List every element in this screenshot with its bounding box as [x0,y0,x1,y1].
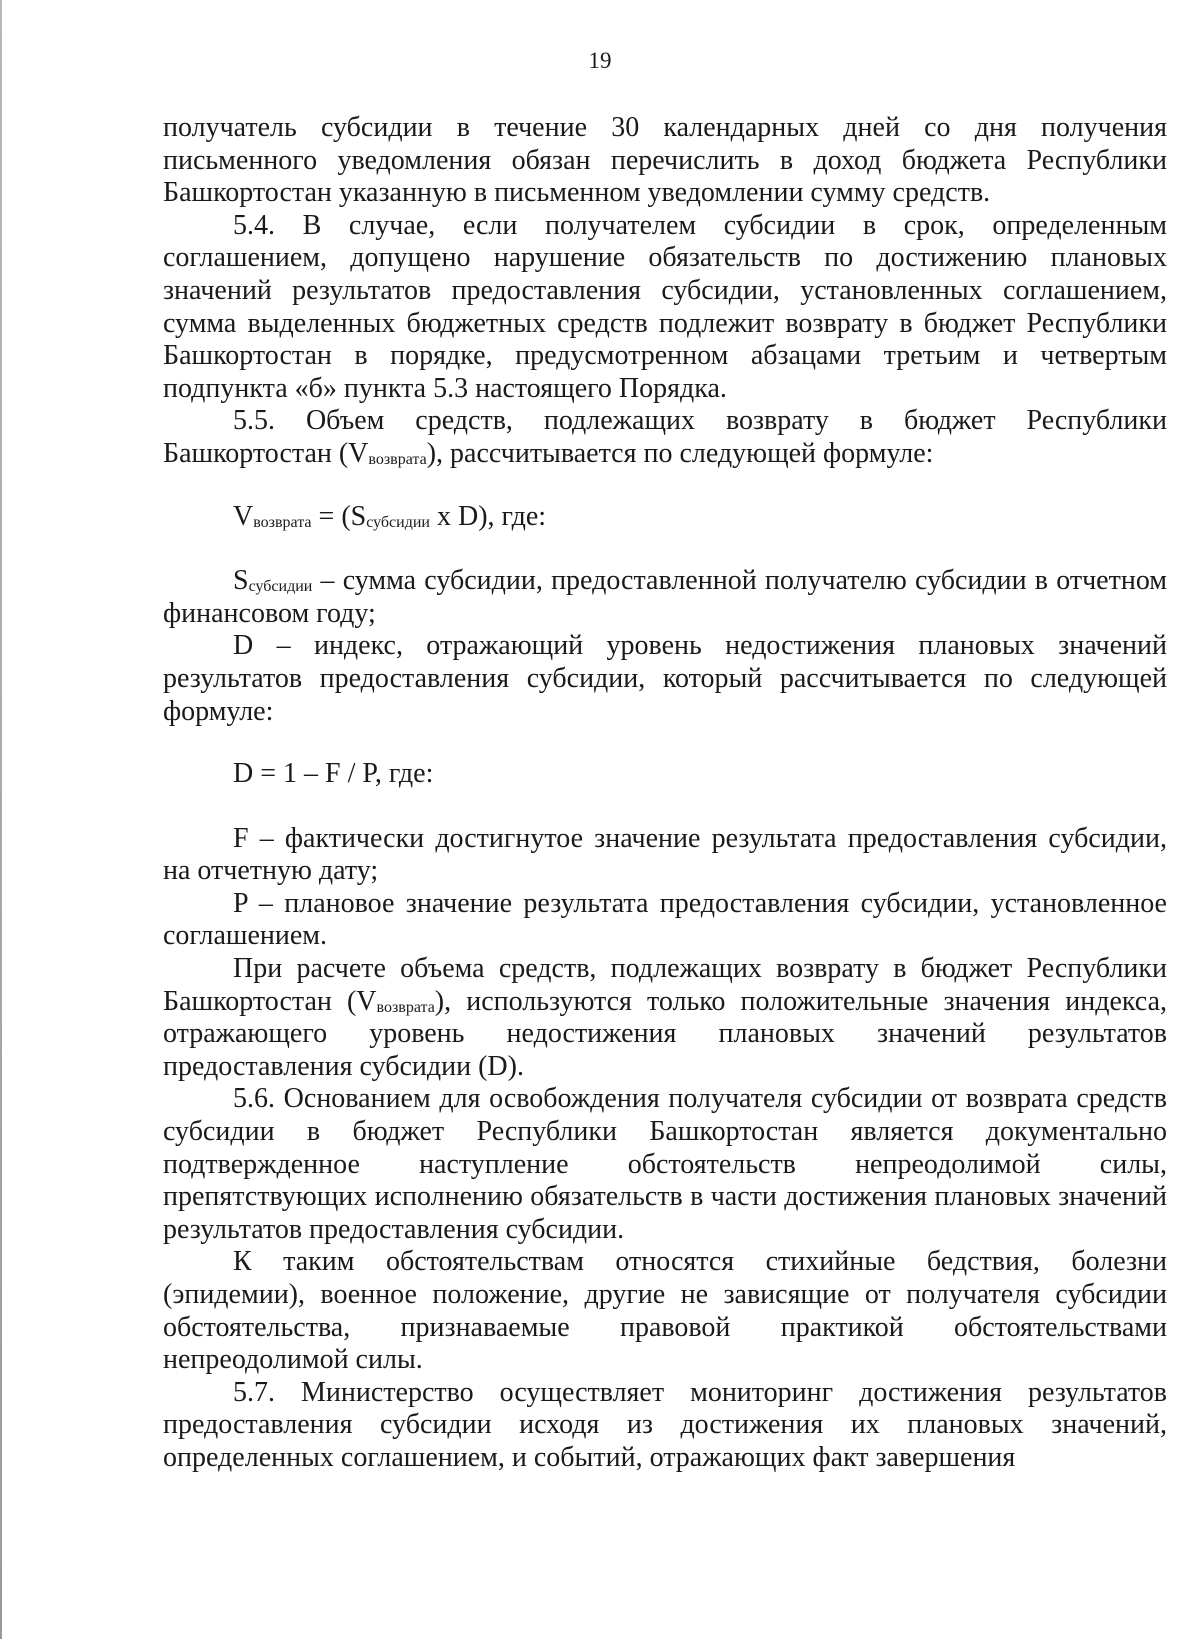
paragraph-5-7: 5.7. Министерство осуществляет мониторинг достижения результатов предоставления субсидии исходя из достижения их плановых значений, определенных соглашением, и событий, отражающих факт завершения [163,1376,1167,1473]
subscript-vozvrata: возврата [368,450,427,468]
scan-edge [0,0,2,1639]
paragraph-5-4: 5.4. В случае, если получателем субсидии в срок, определенным соглашением, допущено нарушение обязательств по достижению плановых значений результатов предоставления субсидии, установленных соглашением, сумма выделенных бюджетных средств подлежит возврату в бюджет Республики Башкортостан в порядке, предусмотренном абзацами третьим и четвертым подпункта «б» пункта 5.3 настоящего Порядка. [163,209,1167,404]
formula-eq-s: = (S [311,500,367,532]
definition-p: P – плановое значение результата предоставления субсидии, установленное соглашением. [163,887,1167,952]
formula-d: D = 1 – F / P, где: [233,758,434,790]
paragraph-positive-values [163,953,1167,1083]
paragraph-5-6: 5.6. Основанием для освобождения получателя субсидии от возврата средств субсидии в бюджет Республики Башкортостан является документально подтвержденное наступление обстоятельств непреодолимой силы, препятствующих исполнению обязательств в части достижения плановых значений результатов предоставления субсидии. [163,1083,1167,1245]
subscript-subsidii: субсидии [248,578,313,596]
formula-v: V [233,500,254,532]
paragraph-5-5-text-a: 5.5. Объем средств, подлежащих возврату в бюджет Республики Башкортостан (V [163,405,1167,469]
subscript-subsidii: субсидии [366,513,430,531]
paragraph-continuation: получатель субсидии в течение 30 календарных дней со дня получения письменного уведомления обязан перечислить в доход бюджета Республики Башкортостан указанную в письменном уведомлении сумму средств. [163,112,1167,209]
definition-s-text: – сумма субсидии, предоставленной получателю субсидии в отчетном финансовом году; [163,565,1167,629]
positive-values-text-b: ), используются только положительные значения индекса, отражающего уровень недостижения плановых значений результатов предоставления субсидии (D). [163,985,1167,1082]
paragraph-5-5-text-b: ), рассчитывается по следующей формуле: [426,437,934,469]
definition-s-subsidii: $S_{субсидии}$ – сумма субсидии, предоставленной получателю субсидии в отчетном финансовом году; [163,565,1167,629]
paragraph-5-5 [163,405,1167,470]
subscript-vozvrata: возврата [253,513,312,531]
paragraph-force-majeure: К таким обстоятельствам относятся стихийные бедствия, болезни (эпидемии), военное положение, другие не зависящие от получателя субсидии обстоятельства, признаваемые правовой практикой обстоятельствами непреодолимой силы. [163,1246,1167,1376]
subscript-vozvrata: возврата [376,998,435,1016]
document-body [163,112,1167,1475]
page-number: 19 [588,48,612,73]
definition-d: D – индекс, отражающий уровень недостижения плановых значений результатов предоставления субсидии, который рассчитывается по следующей формуле: [163,630,1167,727]
formula-v-vozvrata [163,501,1167,534]
positive-values-text-a: При расчете объема средств, подлежащих возврату в бюджет Республики Башкортостан (V [163,953,1167,1017]
definition-f: F – фактически достигнутое значение результата предоставления субсидии, на отчетную дату; [163,822,1167,887]
formula-tail: x D), где: [429,500,547,532]
